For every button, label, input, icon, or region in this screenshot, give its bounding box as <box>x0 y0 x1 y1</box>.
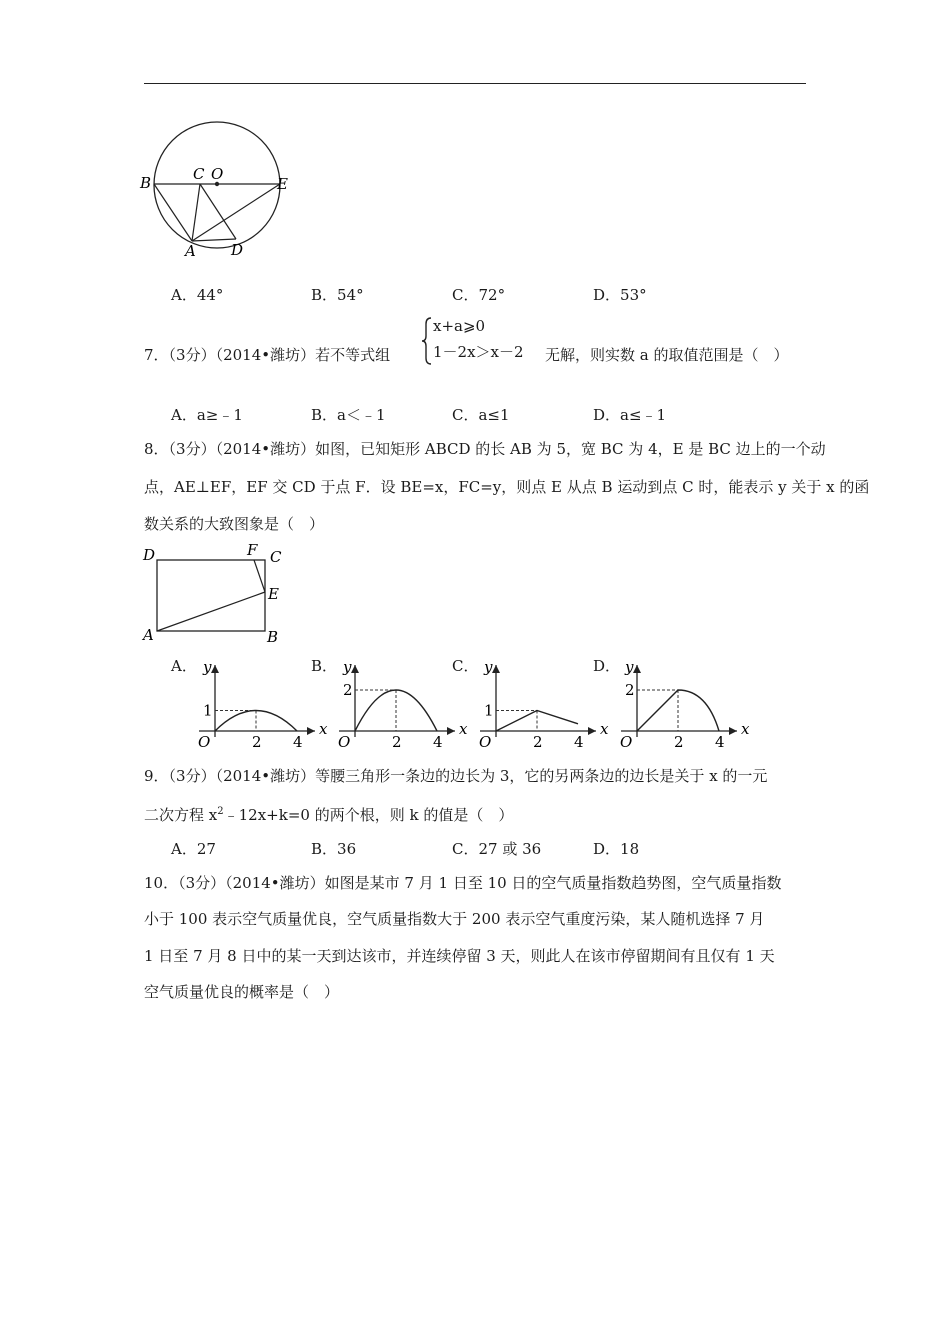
q8-line-3: 数关系的大致图象是（ ） <box>144 515 325 533</box>
q9-option-a[interactable]: A．27 <box>171 840 216 858</box>
tick-label-y: 2 <box>343 681 353 699</box>
q9-line-1: 9．（3分）（2014•潍坊）等腰三角形一条边的边长为 3，它的另两条边的边长是关于 x 的一元 <box>144 767 768 785</box>
tick-label-x-4: 4 <box>293 733 303 751</box>
q9-option-c[interactable]: C．27 或 36 <box>452 840 542 858</box>
q9-option-d[interactable]: D．18 <box>593 840 640 858</box>
label-d: D <box>143 546 156 564</box>
tick-label-y: 2 <box>625 681 635 699</box>
q7-option-c[interactable]: C．a≤1 <box>452 406 510 424</box>
origin-label: O <box>479 733 492 751</box>
y-axis-arrow-icon <box>492 665 500 673</box>
inequality-line-1: x+a⩾0 <box>433 317 486 335</box>
axis-label-x: x <box>600 720 609 738</box>
q7-prefix: 7．（3分）（2014•潍坊）若不等式组 <box>144 346 391 364</box>
axis-label-x: x <box>459 720 468 738</box>
axis-label-x: x <box>319 720 328 738</box>
segment-ad <box>192 239 236 241</box>
origin-label: O <box>620 733 633 751</box>
inequality-system <box>421 316 545 366</box>
label-a: A <box>185 242 196 260</box>
label-e: E <box>277 175 288 193</box>
tick-label-x-2: 2 <box>252 733 262 751</box>
segment-ef <box>254 560 265 592</box>
q8-option-letter: B． <box>311 657 338 675</box>
inequality-line-2: 1－2x＞x－2 <box>433 343 524 361</box>
axis-label-y: y <box>343 658 352 676</box>
label-c: C <box>270 548 282 566</box>
q7-option-d[interactable]: D．a≤﹣1 <box>593 406 667 424</box>
rectangle-abcd <box>157 560 265 631</box>
q8-option-letter: D． <box>593 657 621 675</box>
circle-figure <box>138 118 298 264</box>
segment-ae <box>157 592 265 631</box>
q6-option-d[interactable]: D．53° <box>593 286 647 304</box>
tick-label-x-4: 4 <box>715 733 725 751</box>
q8-graph-b <box>311 655 468 751</box>
q6-option-b[interactable]: B．54° <box>311 286 364 304</box>
q7-option-b[interactable]: B．a＜﹣1 <box>311 406 386 424</box>
segment-cd <box>200 184 236 239</box>
tick-label-x-2: 2 <box>392 733 402 751</box>
q6-option-c[interactable]: C．72° <box>452 286 506 304</box>
q9-line-2: 二次方程 $x^2﹣12x+k=0$ 的两个根，则 k 的值是（ ） <box>144 806 514 824</box>
q7-option-a[interactable]: A．a≥﹣1 <box>171 406 243 424</box>
label-b: B <box>267 628 279 646</box>
q8-graph-c <box>452 655 609 751</box>
tick-label-x-2: 2 <box>674 733 684 751</box>
y-axis-arrow-icon <box>351 665 359 673</box>
q6-option-a[interactable]: A．44° <box>171 286 224 304</box>
y-axis-arrow-icon <box>211 665 219 673</box>
q8-graph-a <box>171 655 328 751</box>
origin-label: O <box>198 733 211 751</box>
axis-label-y: y <box>484 658 493 676</box>
axis-label-y: y <box>625 658 634 676</box>
tick-label-x-4: 4 <box>574 733 584 751</box>
q8-graph-d <box>593 655 750 751</box>
label-e: E <box>268 585 279 603</box>
tick-label-x-2: 2 <box>533 733 543 751</box>
label-f: F <box>247 541 258 559</box>
rectangle-figure <box>140 542 290 648</box>
label-a: A <box>143 626 154 644</box>
label-c: C <box>193 165 205 183</box>
origin-label: O <box>338 733 351 751</box>
y-axis-arrow-icon <box>633 665 641 673</box>
q8-option-letter: C． <box>452 657 479 675</box>
q10-line-4: 空气质量优良的概率是（ ） <box>144 983 340 1001</box>
axis-label-x: x <box>741 720 750 738</box>
label-d: D <box>231 241 244 259</box>
header-rule <box>144 83 806 84</box>
q9-option-b[interactable]: B．36 <box>311 840 357 858</box>
x-axis-arrow-icon <box>729 727 737 735</box>
q8-line-2: 点，AE⊥EF，EF 交 CD 于点 F．设 BE=x，FC=y，则点 E 从点 B 运动到点 C 时，能表示 y 关于 x 的函 <box>144 478 870 496</box>
tick-label-y: 1 <box>484 701 494 720</box>
label-o: O <box>211 165 224 183</box>
axis-label-y: y <box>203 658 212 676</box>
tick-label-y: 1 <box>203 701 213 720</box>
label-b: B <box>140 174 152 192</box>
q10-line-3: 1 日至 7 月 8 日中的某一天到达该市，并连续停留 3 天，则此人在该市停留期间有且仅有 1 天 <box>144 947 775 965</box>
q10-line-2: 小于 100 表示空气质量优良，空气质量指数大于 200 表示空气重度污染，某人随机选择 7 月 <box>144 910 765 928</box>
q10-line-1: 10．（3分）（2014•潍坊）如图是某市 7 月 1 日至 10 日的空气质量指数趋势图，空气质量指数 <box>144 874 782 892</box>
segment-ca <box>192 184 200 241</box>
q8-line-1: 8．（3分）（2014•潍坊）如图，已知矩形 ABCD 的长 AB 为 5，宽 BC 为 4，E 是 BC 边上的一个动 <box>144 440 826 458</box>
left-brace-icon <box>421 316 433 366</box>
tick-label-x-4: 4 <box>433 733 443 751</box>
q7-suffix: 无解，则实数 a 的取值范围是（ ） <box>545 346 789 364</box>
q8-option-letter: A． <box>171 657 197 675</box>
